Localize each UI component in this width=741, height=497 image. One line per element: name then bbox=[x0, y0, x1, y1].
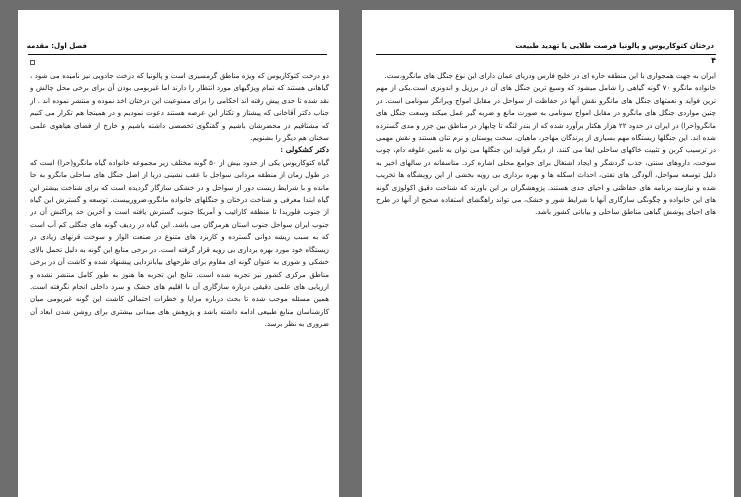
right-head-rule bbox=[376, 54, 716, 55]
page-gutter bbox=[339, 0, 362, 497]
right-paragraph: ایران به جهت همجواری با این منطقه حاره ای در خلیج فارس ودریای عمان دارای این نوع جنگل های مانگرو،ست. bbox=[384, 71, 716, 80]
corner-mark-icon bbox=[30, 60, 35, 65]
left-running-head: فصل اول: مقدمه bbox=[26, 42, 87, 50]
left-page bbox=[18, 10, 339, 497]
left-section-paragraph: گیاه کتوکاریوس یکی از حدود بیش از ۵۰ گونه مختلف زیر مجموعه خانواده گیاه مانگرو(حرا) است که در طول زمان از منطقه مردابی سواحل با عقب نشینی دریا از اصل جنگل های ساحلی مانگرو به جا مانده و با شرایط زیست دور از سواحل و در خشکی سازگار گردیده است که برای شناخت بیشتر این گیاه ابتدا معرفی و شناخت درختان و جنگلهای خانواده مانگرو،ضرورییست. توسعه و گسترش این گیاه از جنوب فلوریدا تا منطقه کارائیب و آمریکا جنوب گسترش یافته است و آخرین حد پراکنش آن در جنوب ایران سواحل جنوب استان هرمزگان می باشد. این گیاه در ردیف گونه های جنگلی کم آب است که به سبب ریشه دوانی گسترده و کاربرد های متنوع در صنعت الوار و سوخت قرنهای زیادی در زیستگاه خود مورد بهره برداری بی رویه قرار گرفته است. در برخی منابع این گونه به دلیل تحمل بالای خشکی و شوری به عنوان گونه ای مقاوم برای طرحهای بیابانزدایی پیشنهاد شده و کاشت آن در برخی مناطق مرکزی کشور نیز تجربه شده است. نتایج این تجربه ها هنوز به طور کامل منتشر نشده و ارزیابی های علمی دقیقی درباره سازگاری آن با اقلیم های خشک و سرد داخلی انجام نگرفته است. همین مسئله موجب شده تا بحث درباره مزایا و خطرات احتمالی کاشت این گونه غیربومی میان کارشناسان منابع طبیعی ادامه داشته باشد و پژوهش های میدانی بیشتری برای روشن شدن ابعاد آن ضروری به نظر برسد. bbox=[30, 157, 329, 329]
right-running-head: درختان کتوکاریوس و پالونیا فرصت طلایی یا تهدید طبیعت bbox=[515, 42, 714, 50]
right-paragraph: خانواده مانگرو ۷۰ گونه گیاهی را شامل میشود که وسیع ترین جنگل های آن در برزیل و اندونزی است.یکی از مهم ترین فواید و نعمتهای جنگل های مانگرو نقش آنها در حفاظت از سواحل در مقابل امواج ویرانگر سونامی است. در چنین مواردی جنگل های مانگرو در مقابل امواج سونامی به صورت مانع و ضربه گیر عمل میکند وسعت جنگل های مانگرو(حرا) در ایران در حدود ۲۲ هزار هکتار برآورد شده که از بندر لنگه تا چابهار در مناطق بین جزر و مدی گسترده شده اند. این جنگلها زیستگاه مهم بسیاری از پرندگان مهاجر، ماهیان، سخت پوستان و نرم تنان هستند و نقش مهمی در ترسیب کربن و تثبیت خاکهای ساحلی ایفا می کنند. از دیگر فواید این جنگلها می توان به تامین علوفه دام، چوب سوخت، داروهای سنتی، جذب گردشگر و ایجاد اشتغال برای جوامع محلی اشاره کرد. متاسفانه در سالهای اخیر به دلیل توسعه سواحل، آلودگی های نفتی، احداث اسکله ها و بهره برداری بی رویه بخشی از این رویشگاه ها تخریب شده و نیازمند برنامه های حفاظتی و احیای جدی هستند. پژوهشگران بر این باورند که شناخت دقیق اکولوژی گونه های این خانواده و چگونگی سازگاری آنها با شرایط شور و خشک، می تواند راهگشای استفاده صحیح از آنها در طرح های احیای پوشش گیاهی مناطق ساحلی و بیابانی کشور باشد. bbox=[376, 83, 716, 217]
left-head-rule bbox=[28, 54, 327, 55]
section-title: دکتر کشکولی : bbox=[280, 145, 329, 155]
left-body-text bbox=[30, 70, 329, 488]
right-body-text bbox=[376, 70, 716, 488]
page-number: ۴ bbox=[711, 56, 716, 65]
right-page bbox=[362, 10, 734, 497]
left-paragraph: دو درخت کتوکاریوس که ویژه مناطق گرمسیری است و پالونیا که درخت جادویی نیز نامیده می شود ، گیاهانی هستند که تمام ویژگیهای مورد انتظار را دارند اما غیربومی بودن آن برای برخی محل چالش و نقد شده تا حدی پیش رفته اند احکامی را برای ممنوعیت این درختان اخذ نموده و منتشر نموده اند . از جناب دکتر آقاخانی که پیشتاز و تکثار این عرصه هستند دعوت نمودیم و در همینجا هم تکرار می کنیم که مشتاقیم در محضرشان باشیم و گفتگوی تخصصی داشته باشیم و خارج از فضای هیاهوی علمی سخنان هم دیگر را بشنویم. bbox=[30, 71, 329, 143]
